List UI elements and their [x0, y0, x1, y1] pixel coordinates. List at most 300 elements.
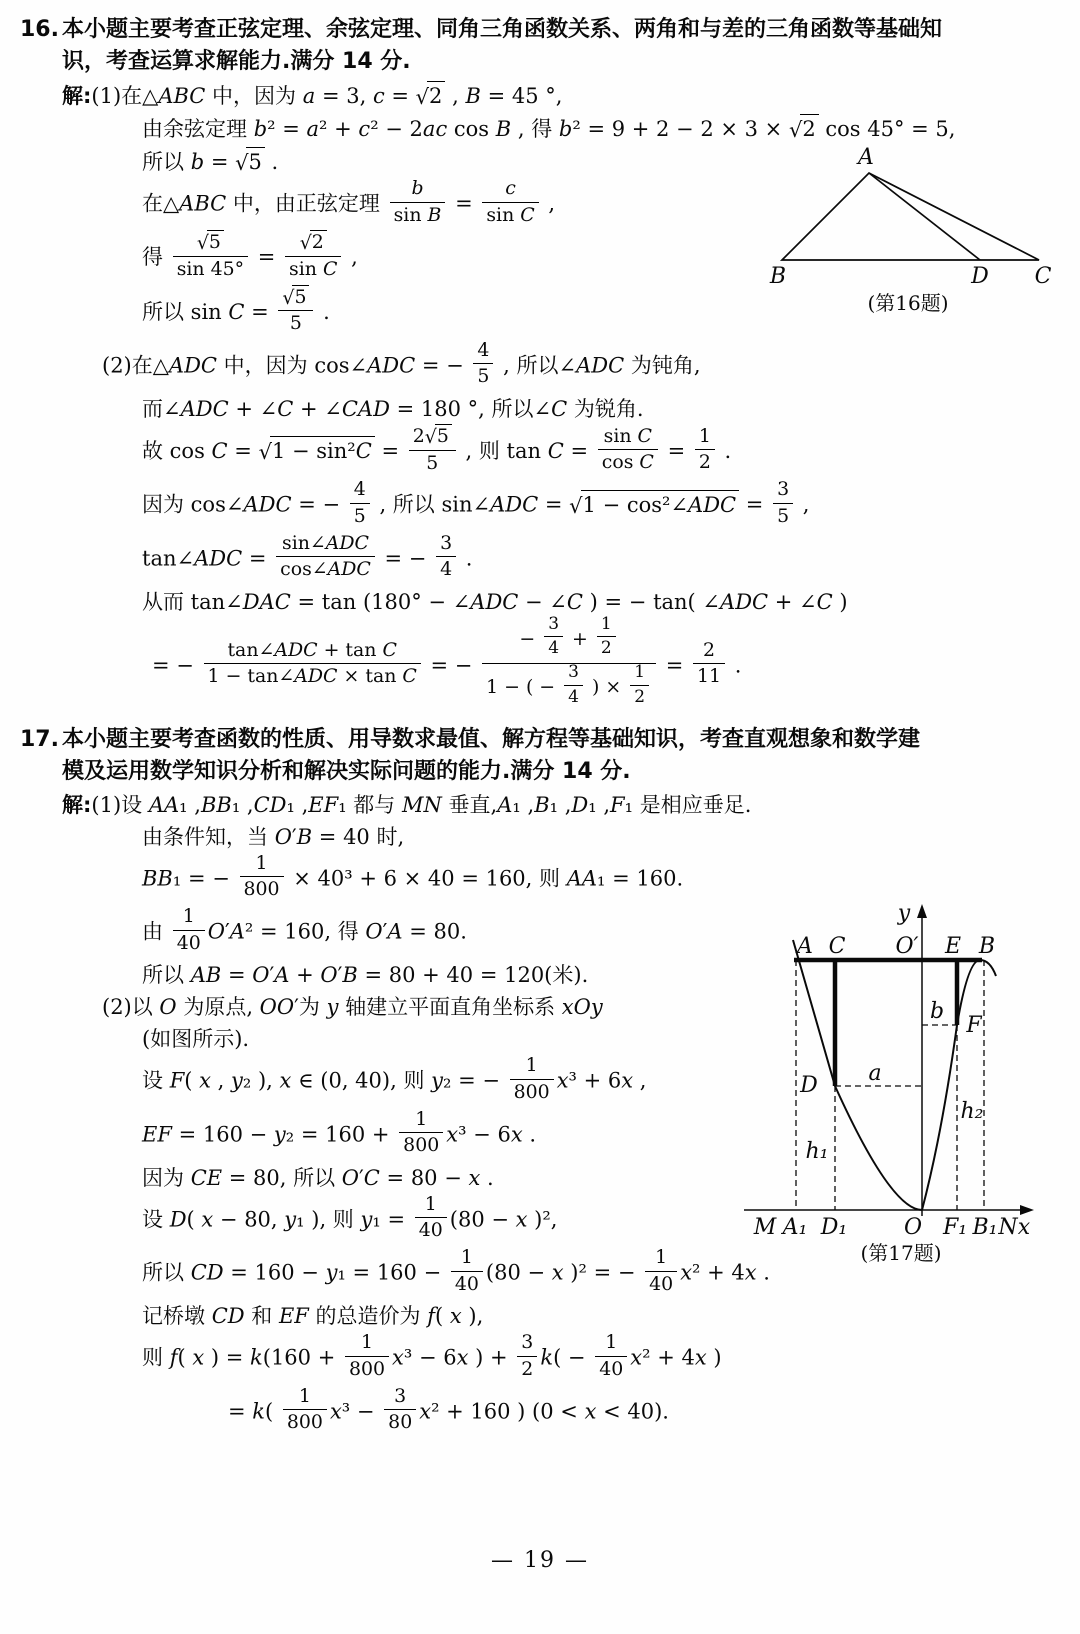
math-run: 所以 [142, 1260, 191, 1285]
math-run: 1 [634, 662, 646, 683]
math-run: C [566, 589, 583, 614]
solution-line [0, 791, 1080, 820]
math-run: 3 [777, 478, 790, 501]
math-run: ′为 [294, 995, 327, 1020]
math-run: 所以 [142, 150, 191, 174]
math-run: OO [259, 995, 295, 1020]
fraction [436, 532, 456, 582]
math-run: sin [486, 203, 521, 226]
math-run: x [446, 1122, 459, 1147]
fraction [482, 613, 656, 711]
math-run: 2 [311, 231, 324, 254]
solution-line [0, 1331, 1080, 1384]
math-run: cos∠ [280, 558, 328, 581]
math-run: ADC [367, 353, 416, 378]
math-run: y [273, 1122, 286, 1147]
math-run: = [204, 150, 236, 174]
math-run: ( [186, 1207, 202, 1232]
math-run: × 40³ + 6 × 40 = 160, 则 [286, 866, 567, 891]
fraction [595, 1331, 627, 1381]
math-run: O [252, 963, 270, 988]
math-run: = − [291, 492, 347, 517]
fig16-label-B: B [769, 264, 787, 289]
fig17-label-a: a [868, 1061, 882, 1086]
math-run: B [465, 84, 481, 108]
math-run: CD [253, 792, 287, 817]
solution-line [0, 478, 1080, 531]
radical-sign: √ [235, 151, 249, 175]
math-run: C [637, 424, 653, 447]
problem-16-statement-line-2: 识，考查运算求解能力.满分 14 分. [62, 49, 411, 74]
math-run: x [551, 1260, 564, 1285]
math-run: 1 [182, 905, 195, 928]
figure-17-drawing [716, 856, 1040, 1268]
math-run: 40 [599, 1357, 624, 1380]
math-run: F [169, 1068, 185, 1093]
math-run: 11 [696, 665, 722, 688]
math-run: ADC [688, 492, 737, 517]
math-run: C [547, 439, 564, 464]
math-run: = 80 − [379, 1165, 469, 1190]
math-run: 为原点, [176, 995, 260, 1020]
math-run: . [480, 1165, 494, 1190]
math-run: C [363, 1165, 380, 1190]
math-run: 3 [568, 662, 579, 683]
math-run: = [660, 439, 692, 464]
math-run: . [756, 1260, 770, 1285]
math-run: 5 [294, 285, 307, 308]
math-run: 1 − tan∠ [207, 665, 295, 688]
math-run: C [551, 397, 568, 421]
math-run: 4 [353, 478, 366, 501]
fig17-label-x: x [1017, 1215, 1031, 1240]
math-run: = [384, 84, 416, 108]
math-run: 1 [525, 1054, 538, 1077]
solution-line [0, 338, 1080, 392]
math-run: C [228, 299, 245, 324]
math-run: 800 [403, 1134, 440, 1157]
radical-sign: √ [415, 85, 430, 109]
solution-line [0, 613, 1080, 714]
math-run: ADC [327, 558, 371, 581]
math-run: ₁ , [179, 792, 201, 817]
math-run: ABC [179, 191, 227, 216]
math-run: ( − [553, 1345, 593, 1370]
math-run: O [365, 919, 383, 944]
radical-sign: √ [299, 232, 312, 255]
math-run: CAD [341, 397, 390, 421]
math-run: f [169, 1345, 178, 1370]
math-run: 2 [412, 425, 425, 447]
math-run: + [566, 627, 594, 650]
math-run: = 180 °, 所以∠ [389, 397, 552, 421]
math-run: 得 [142, 245, 170, 270]
math-run: = 160 − [171, 1122, 274, 1147]
math-run: ₁ , [512, 792, 535, 817]
math-run: ² + [319, 117, 359, 141]
math-run: 4 [548, 638, 560, 659]
math-run: B [296, 824, 313, 849]
square-root [235, 147, 265, 177]
math-run: c [372, 84, 385, 108]
math-run: (80 − [449, 1207, 516, 1232]
math-run: 所以 sin [142, 299, 229, 324]
math-run: 轴建立平面直角坐标系 [338, 995, 562, 1020]
math-run: 40 [454, 1272, 479, 1295]
fig16-label-D: D [971, 264, 989, 289]
fraction [173, 230, 248, 281]
fraction [544, 614, 563, 660]
math-run: ₂ = 160 + [285, 1122, 397, 1147]
math-run: ³ − 6 [458, 1122, 511, 1147]
math-run: y [326, 995, 339, 1020]
math-run: 因为 [142, 1165, 191, 1190]
math-run: ₁ , [286, 792, 309, 817]
math-run: 垂直, [441, 792, 498, 817]
math-run: = 160 − [223, 1260, 326, 1285]
math-run: ) × [585, 676, 628, 699]
math-run: = [563, 439, 595, 464]
page-number: — 19 — [491, 1548, 589, 1573]
math-run: C [277, 397, 294, 421]
math-run: ( − [525, 676, 562, 699]
fraction [276, 532, 375, 582]
math-run: 800 [513, 1080, 550, 1103]
math-run: 40 [418, 1219, 443, 1242]
math-run: 1 [298, 1384, 311, 1407]
math-run: ₁ , [588, 792, 611, 817]
math-run: ) + [468, 1345, 515, 1370]
math-run: x [199, 1068, 211, 1093]
math-run: , [796, 492, 810, 517]
math-run: EF [308, 792, 339, 817]
math-run: 3 [394, 1384, 407, 1407]
math-run: B [534, 792, 550, 817]
math-run: ₁ 是相应垂足. [624, 792, 752, 817]
math-run: (2)在△ [102, 353, 169, 378]
figure-16-triangle [698, 138, 1060, 320]
math-run: A [497, 792, 513, 817]
fraction [399, 1108, 443, 1158]
fraction [390, 177, 446, 227]
radical-sign: √ [258, 440, 272, 465]
fraction [597, 614, 616, 660]
math-run: 2 [698, 451, 711, 474]
math-run: 5 [208, 231, 221, 254]
math-run: 和 [244, 1304, 279, 1329]
fraction [630, 662, 649, 708]
math-run: + ∠ [293, 397, 342, 421]
math-run: , 得 [511, 117, 559, 141]
y-axis-arrow [917, 904, 927, 918]
math-run: b [558, 117, 573, 141]
math-run: ′ [359, 1165, 364, 1190]
solution-line [0, 531, 1080, 585]
math-run: ADC [470, 589, 519, 614]
figure-17-graph [716, 856, 1040, 1268]
math-run: C [382, 638, 397, 661]
math-run: , [445, 84, 466, 108]
math-run: 2 [634, 686, 646, 707]
math-run: ADC [274, 638, 318, 661]
math-run: ( [265, 1399, 280, 1424]
math-run: ADC [194, 546, 243, 571]
math-run: F [610, 792, 625, 817]
math-run: ³ + 6 [568, 1068, 622, 1093]
math-run: , [633, 1068, 647, 1093]
math-run: 2 [702, 638, 716, 661]
math-run: b [253, 117, 268, 141]
math-run: 1 [655, 1246, 668, 1269]
math-run: O [159, 995, 177, 1020]
math-run: . [316, 299, 330, 324]
solution-line [0, 823, 1080, 852]
math-run: 5 [436, 425, 449, 447]
math-run: = 80. [402, 919, 467, 944]
math-run: = [659, 653, 690, 678]
radical-sign: √ [196, 232, 209, 255]
math-run: ∈ (0, 40), 则 [291, 1068, 432, 1093]
math-run: b [411, 177, 424, 199]
math-run: (2)以 [102, 995, 160, 1020]
math-run: 2 [600, 638, 612, 659]
math-run: AA [566, 866, 598, 891]
math-run: B [342, 963, 358, 988]
math-run: 设 [142, 1068, 170, 1093]
math-run: 5 [289, 312, 302, 335]
math-run: = [251, 245, 283, 270]
math-run: x [192, 1345, 205, 1370]
math-run: A [387, 919, 403, 944]
math-run: ADC [720, 589, 769, 614]
math-run: , 所以 sin∠ [372, 492, 491, 517]
math-run: 1 [255, 851, 268, 874]
math-run: 1 [600, 613, 612, 634]
math-run: 5 [426, 451, 439, 474]
math-run: B [495, 117, 512, 141]
math-run: b [190, 150, 205, 174]
math-run: 5 [353, 504, 366, 527]
math-run: 5 [477, 365, 490, 388]
math-run: ² = [267, 117, 307, 141]
math-run: )² = − [563, 1260, 643, 1285]
math-run: − 80, [213, 1207, 285, 1232]
math-run: y [360, 1207, 373, 1232]
fraction [173, 905, 205, 955]
fraction [598, 425, 658, 475]
square-root [425, 424, 452, 449]
math-run: 则 [142, 1345, 170, 1370]
math-run: D [571, 792, 589, 817]
math-run: + tan [317, 638, 383, 661]
x-axis-arrow [1020, 1205, 1034, 1215]
math-run: y [284, 1207, 297, 1232]
math-run: + ∠ [768, 589, 817, 614]
math-run: (1)在△ [91, 84, 159, 108]
math-run: C [211, 439, 228, 464]
math-run: = [739, 492, 771, 517]
math-run: C [816, 589, 833, 614]
math-run: AB [190, 963, 222, 988]
math-run: a [302, 84, 316, 108]
math-run: ADC [576, 353, 625, 378]
math-run: ′ [382, 919, 388, 944]
math-run: , 则 tan [458, 439, 548, 464]
fig17-caption: (第17题) [860, 1241, 942, 1265]
math-run: ), [461, 1304, 484, 1329]
fraction [645, 1246, 677, 1296]
math-run: − ∠ [518, 589, 567, 614]
math-run: ) [706, 1345, 722, 1370]
math-run: D [169, 1207, 187, 1232]
math-run: , [210, 1068, 232, 1093]
math-run: 4 [568, 686, 579, 707]
math-run: O [274, 824, 292, 849]
math-run: × tan [337, 665, 403, 688]
math-run: . [717, 439, 732, 464]
math-run: ² = 9 + 2 − 2 × 3 × [572, 117, 789, 141]
square-root [282, 285, 309, 310]
math-run: ′ [269, 963, 275, 988]
math-run: x [515, 1207, 528, 1232]
fraction [409, 424, 456, 475]
math-run: 1 − [486, 676, 526, 699]
math-run: ′ [224, 919, 230, 944]
fig17-label-h1: h₁ [805, 1139, 829, 1164]
math-run: x [694, 1345, 707, 1370]
math-run: 1 [415, 1107, 428, 1130]
math-run: x [456, 1345, 469, 1370]
problem-17-statement [0, 724, 1080, 756]
problem-17-number: 17. [20, 726, 59, 752]
fraction [415, 1193, 447, 1243]
fig17-label-M: M [753, 1215, 777, 1240]
math-run: (如图所示). [142, 1027, 250, 1052]
cevian-AD [869, 173, 980, 260]
math-run: ³ − 6 [403, 1345, 457, 1370]
fraction [240, 852, 284, 902]
fraction [384, 1385, 416, 1435]
math-run: BB [142, 866, 173, 891]
math-run: x [279, 1068, 292, 1093]
math-run: = − [415, 353, 471, 378]
math-run: BB [200, 792, 232, 817]
math-run: , [344, 245, 358, 270]
math-run: x [510, 1122, 523, 1147]
math-run: cos 45° = 5, [818, 117, 956, 141]
fig17-label-F: F [966, 1013, 982, 1038]
math-run: 3 [548, 613, 560, 634]
math-run: 为钝角, [624, 353, 701, 378]
math-run: ADC [294, 665, 338, 688]
square-root [300, 230, 327, 255]
problem-16-statement [0, 14, 1080, 46]
fraction [510, 1054, 554, 1104]
math-run: 40 [649, 1272, 674, 1295]
math-run: x [680, 1260, 693, 1285]
square-root [259, 436, 375, 466]
math-run: xOy [561, 995, 603, 1020]
math-run: ³ − [341, 1399, 382, 1424]
figure-16-drawing [698, 138, 1060, 320]
math-run: 记桥墩 [142, 1304, 212, 1329]
math-run: ADC [180, 397, 229, 421]
problem-16-statement-line-1: 本小题主要考查正弦定理、余弦定理、同角三角函数关系、两角和与差的三角函数等基础知 [62, 17, 943, 42]
math-run: cos [601, 451, 640, 474]
math-run: ADC [243, 492, 292, 517]
math-run: ₁ = 160. [597, 866, 684, 891]
fraction [564, 662, 583, 708]
fig17-label-B: B [978, 934, 996, 959]
math-run: (160 + [262, 1345, 342, 1370]
math-run: AA [148, 792, 180, 817]
fraction [278, 285, 313, 336]
fig17-label-D: D [800, 1073, 818, 1098]
math-run: 2 [429, 84, 443, 108]
fig17-label-B1: B₁ [972, 1215, 998, 1240]
math-run: sin [603, 424, 638, 447]
math-run: y [231, 1068, 243, 1093]
math-run: 因为 cos∠ [142, 492, 244, 517]
math-run: 1 [424, 1192, 437, 1215]
math-run: ) [832, 589, 848, 614]
math-run: ₁ , [549, 792, 572, 817]
math-run: + ∠ [228, 397, 278, 421]
math-run: ₁ ), 则 [296, 1207, 361, 1232]
solution-line [0, 588, 1080, 617]
math-run: CE [190, 1165, 223, 1190]
math-run: = 40 时, [312, 824, 405, 849]
math-run: , 所以∠ [496, 353, 577, 378]
math-run: O [341, 1165, 360, 1190]
math-run: sin∠ [282, 531, 326, 554]
math-run: C [520, 203, 535, 226]
fig16-label-A: A [858, 145, 874, 170]
fig17-label-A: A [797, 934, 813, 959]
math-run: C [322, 257, 338, 280]
fig16-caption: (第16题) [867, 291, 949, 315]
math-run: C [402, 665, 417, 688]
fig17-label-O-prime: O′ [895, 934, 919, 959]
fig17-label-h2: h₂ [960, 1099, 984, 1124]
math-run: cos [447, 117, 496, 141]
math-run: = − [152, 653, 201, 678]
problem-17-statement-line-1: 本小题主要考查函数的性质、用导数求最值、解方程等基础知识，考查直观想象和数学建 [62, 726, 921, 752]
math-run: x [201, 1207, 214, 1232]
solution-line [0, 81, 1080, 111]
math-run: = 80, 所以 [222, 1165, 342, 1190]
math-run: ( [177, 1345, 193, 1370]
math-run: x [621, 1068, 634, 1093]
math-run: x [468, 1165, 481, 1190]
math-run: ADC [490, 492, 539, 517]
math-run: (80 − [485, 1260, 552, 1285]
math-run: . [264, 150, 279, 174]
triangle-outline [782, 173, 1039, 260]
math-run: ² + 160 ) (0 < [431, 1399, 585, 1424]
radical-sign: √ [788, 118, 803, 142]
math-run: 3 [521, 1331, 534, 1354]
math-run: 5 [248, 150, 262, 174]
math-run: c [358, 117, 371, 141]
fraction [451, 1246, 483, 1296]
math-run: 800 [243, 878, 280, 901]
math-run: O [207, 919, 225, 944]
math-run: B [427, 203, 442, 226]
math-run: 中，因为 cos∠ [216, 353, 368, 378]
fig17-label-C: C [828, 934, 846, 959]
math-run: x [329, 1399, 342, 1424]
